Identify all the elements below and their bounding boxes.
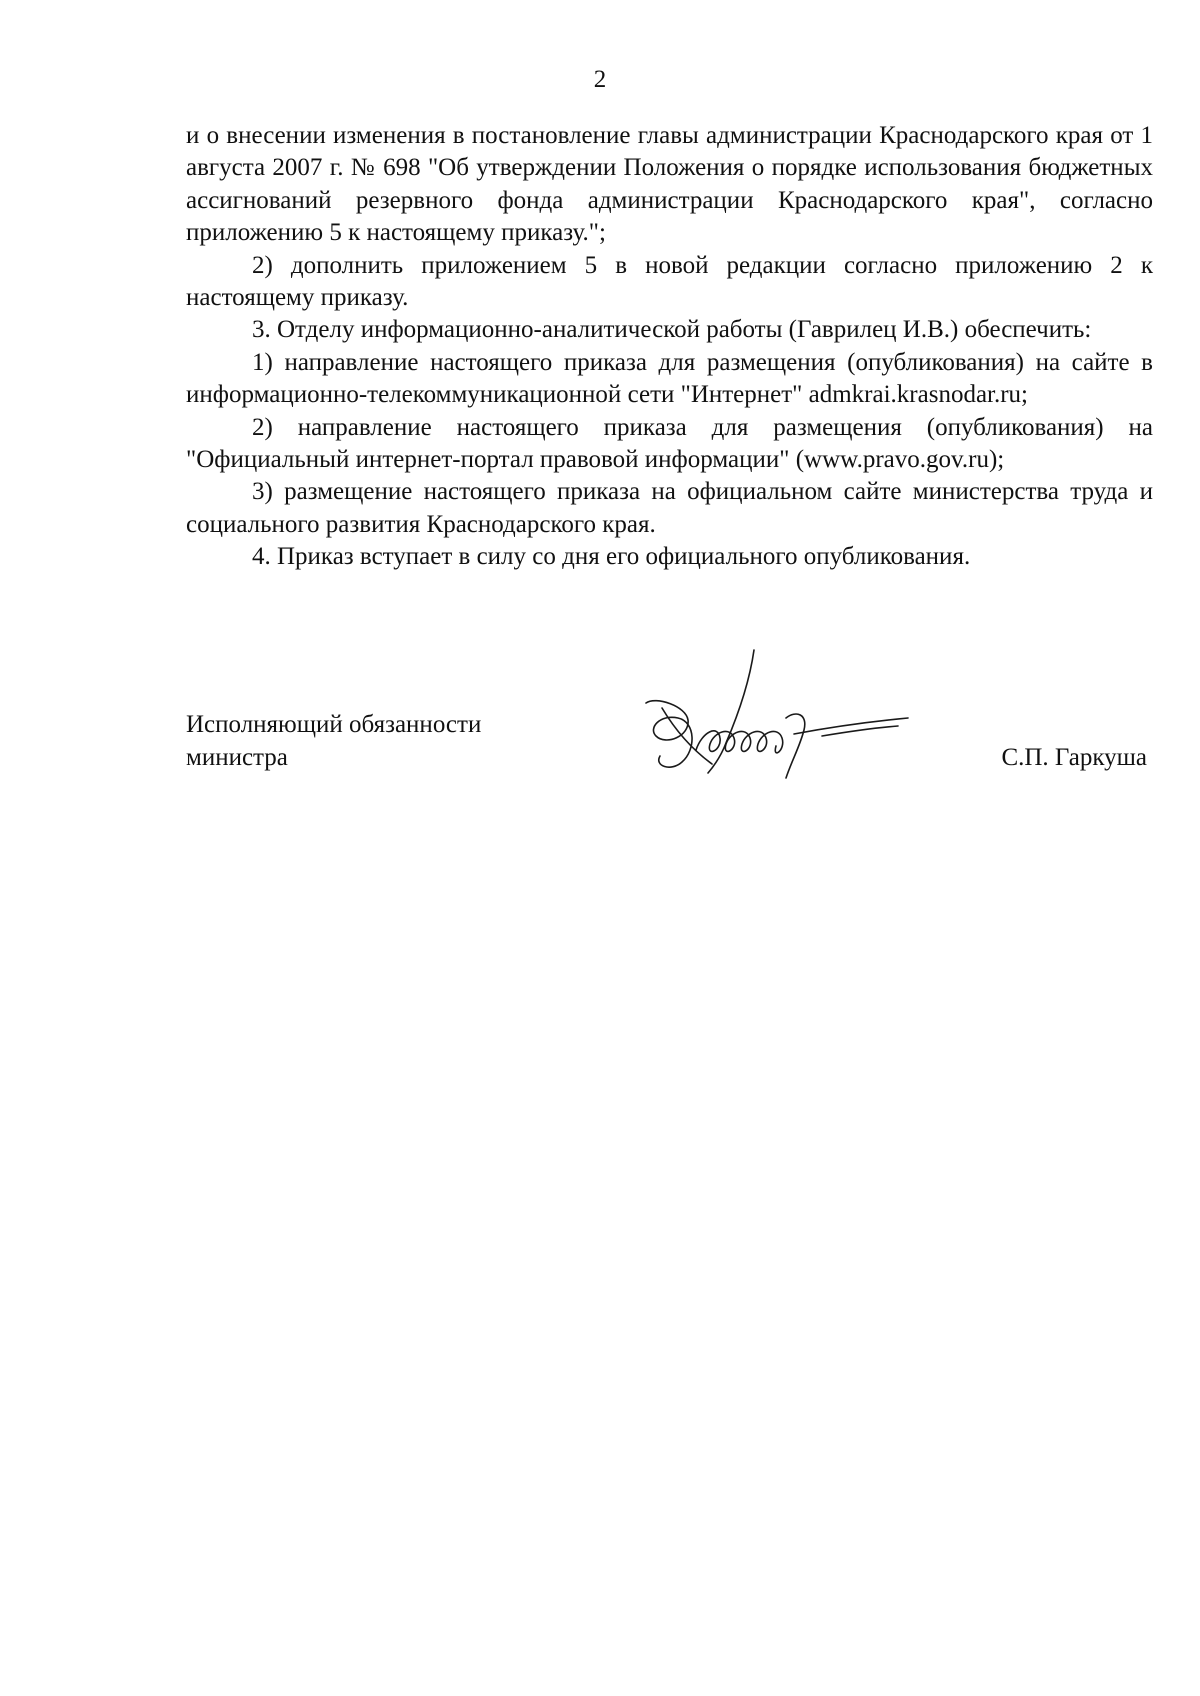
paragraph-5: 2) направление настоящего приказа для размещения (опубликования) на "Официальный интернет-портал правовой информации" (www.pravo.gov.ru); — [186, 413, 1153, 474]
signer-position-line-1: Исполняющий обязанности — [186, 711, 482, 738]
document-body — [186, 120, 1153, 574]
signature-block — [186, 708, 1153, 818]
handwritten-signature — [626, 648, 926, 798]
paragraph-3: 3. Отделу информационно-аналитической работы (Гаврилец И.В.) обеспечить: — [252, 316, 1092, 344]
paragraph-1: и о внесении изменения в постановление главы администрации Краснодарского края от 1 августа 2007 г. № 698 "Об утверждении Положения о порядке использования бюджетных ассигнований резервного фонда администрации Краснодарского края", согласно приложению 5 к настоящему приказу."; — [186, 122, 1153, 247]
page-number: 2 — [593, 66, 607, 93]
signer-name: С.П. Гаркуша — [1001, 744, 1147, 771]
paragraph-4: 1) направление настоящего приказа для размещения (опубликования) на сайте в информационно-телекоммуникационной сети "Интернет" admkrai.krasnodar.ru; — [186, 348, 1153, 409]
signer-position — [186, 708, 481, 774]
paragraph-2: 2) дополнить приложением 5 в новой редакции согласно приложению 2 к настоящему приказу. — [186, 251, 1153, 312]
signer-position-line-2: министра — [186, 744, 288, 771]
paragraph-7: 4. Приказ вступает в силу со дня его официального опубликования. — [252, 543, 971, 571]
paragraph-6: 3) размещение настоящего приказа на официальном сайте министерства труда и социального развития Краснодарского края. — [186, 478, 1153, 538]
